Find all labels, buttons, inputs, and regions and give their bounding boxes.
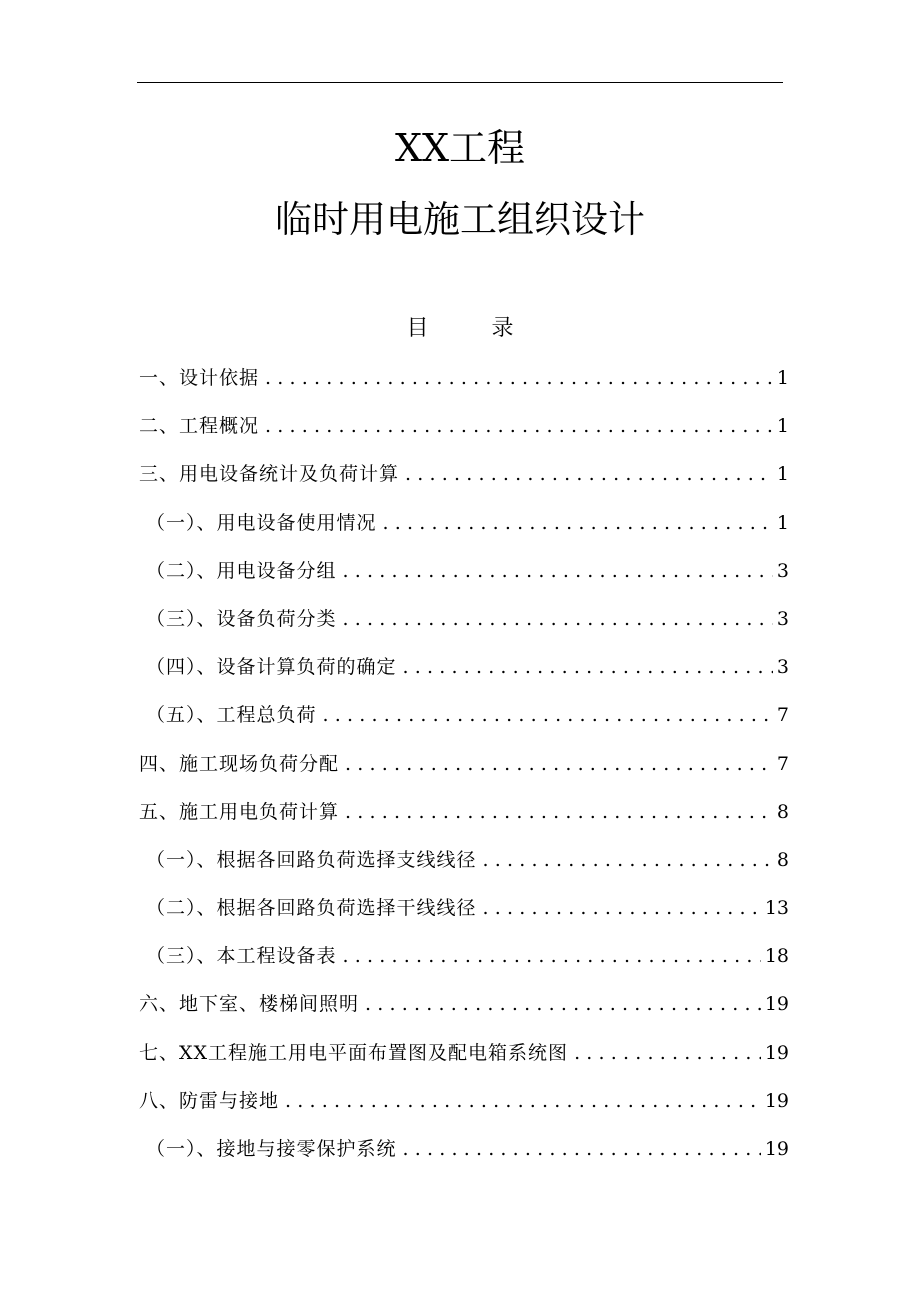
toc-leader-dots (383, 506, 773, 540)
toc-subentry[interactable] (139, 891, 789, 939)
toc-entry[interactable] (139, 457, 789, 505)
toc-entry-page: 1 (776, 463, 789, 486)
toc-entry-page: 19 (764, 1138, 789, 1160)
toc-entry-page: 13 (764, 897, 789, 920)
toc-leader-dots (365, 987, 761, 1021)
toc-entry-title: 三、用电设备统计及负荷计算 (139, 463, 400, 486)
toc-leader-dots (343, 554, 773, 588)
toc-entry-page: 3 (776, 607, 789, 630)
toc-subentry[interactable] (139, 602, 789, 650)
document-title: XX工程 (394, 126, 526, 170)
toc-entry-title: 四、施工现场负荷分配 (139, 752, 340, 775)
toc-entry-page: 7 (776, 704, 789, 727)
toc-leader-dots (265, 361, 773, 395)
toc-leader-dots (483, 891, 761, 925)
toc-entry-title: （二）、用电设备分组 (146, 559, 337, 582)
toc-leader-dots (343, 602, 773, 636)
document-subtitle: 临时用电施工组织设计 (275, 198, 645, 241)
toc-entry-title: （一）、用电设备使用情况 (146, 511, 377, 534)
toc-entry-page: 1 (776, 367, 789, 389)
toc-entry-page: 18 (764, 945, 789, 968)
toc-entry[interactable] (139, 747, 789, 795)
toc-entry[interactable] (139, 987, 789, 1035)
toc-subentry[interactable] (139, 554, 789, 602)
toc-leader-dots (345, 795, 773, 829)
toc-entry-title: （三）、本工程设备表 (146, 945, 337, 968)
toc-entry[interactable] (139, 1084, 789, 1132)
toc-leader-dots (343, 939, 761, 973)
toc-entry-page: 19 (764, 1041, 789, 1064)
toc-entry[interactable] (139, 409, 789, 457)
toc-entry-title: （三）、设备负荷分类 (146, 607, 337, 630)
toc-entry-page: 1 (776, 415, 789, 438)
toc-entry-title: 二、工程概况 (139, 415, 260, 438)
toc-subentry[interactable] (139, 506, 789, 554)
toc-entry-page: 19 (764, 1089, 789, 1112)
toc-leader-dots (483, 843, 773, 877)
toc-leader-dots (345, 747, 773, 781)
toc-leader-dots (265, 409, 773, 443)
toc-entry-title: （一）、根据各回路负荷选择支线线径 (146, 848, 477, 871)
toc-entry-page: 7 (776, 752, 789, 775)
toc-entry-title: （一）、接地与接零保护系统 (146, 1138, 397, 1160)
toc-entry-page: 8 (776, 800, 789, 823)
toc-entry-title: 八、防雷与接地 (139, 1089, 280, 1112)
toc-subentry[interactable] (139, 939, 789, 987)
toc-leader-dots (403, 650, 773, 684)
toc-entry[interactable] (139, 795, 789, 843)
toc-leader-dots (285, 1084, 761, 1118)
toc-subentry[interactable] (139, 650, 789, 698)
toc-entry-page: 8 (776, 848, 789, 871)
toc-entry-title: （五）、工程总负荷 (146, 704, 317, 727)
toc-heading: 目 录 (406, 316, 542, 341)
toc-entry-page: 19 (764, 993, 789, 1016)
toc-subentry[interactable] (139, 698, 789, 746)
toc-subentry[interactable] (139, 1132, 789, 1180)
toc-leader-dots (574, 1036, 761, 1070)
toc-leader-dots (403, 1132, 761, 1166)
toc-entry-page: 3 (776, 559, 789, 582)
toc-leader-dots (405, 457, 773, 491)
table-of-contents (139, 361, 789, 1180)
toc-entry[interactable] (139, 1036, 789, 1084)
toc-entry-title: （四）、设备计算负荷的确定 (146, 656, 397, 679)
toc-entry-title: 一、设计依据 (139, 367, 260, 389)
toc-entry-page: 3 (776, 656, 789, 679)
toc-entry-title: 五、施工用电负荷计算 (139, 800, 340, 823)
toc-entry[interactable] (139, 361, 789, 409)
toc-entry-page: 1 (776, 511, 789, 534)
header-rule (137, 82, 783, 83)
toc-entry-title: （二）、根据各回路负荷选择干线线径 (146, 897, 477, 920)
toc-leader-dots (323, 698, 773, 732)
toc-entry-title: 六、地下室、楼梯间照明 (139, 993, 360, 1016)
toc-subentry[interactable] (139, 843, 789, 891)
toc-entry-title: 七、XX工程施工用电平面布置图及配电箱系统图 (139, 1041, 569, 1064)
